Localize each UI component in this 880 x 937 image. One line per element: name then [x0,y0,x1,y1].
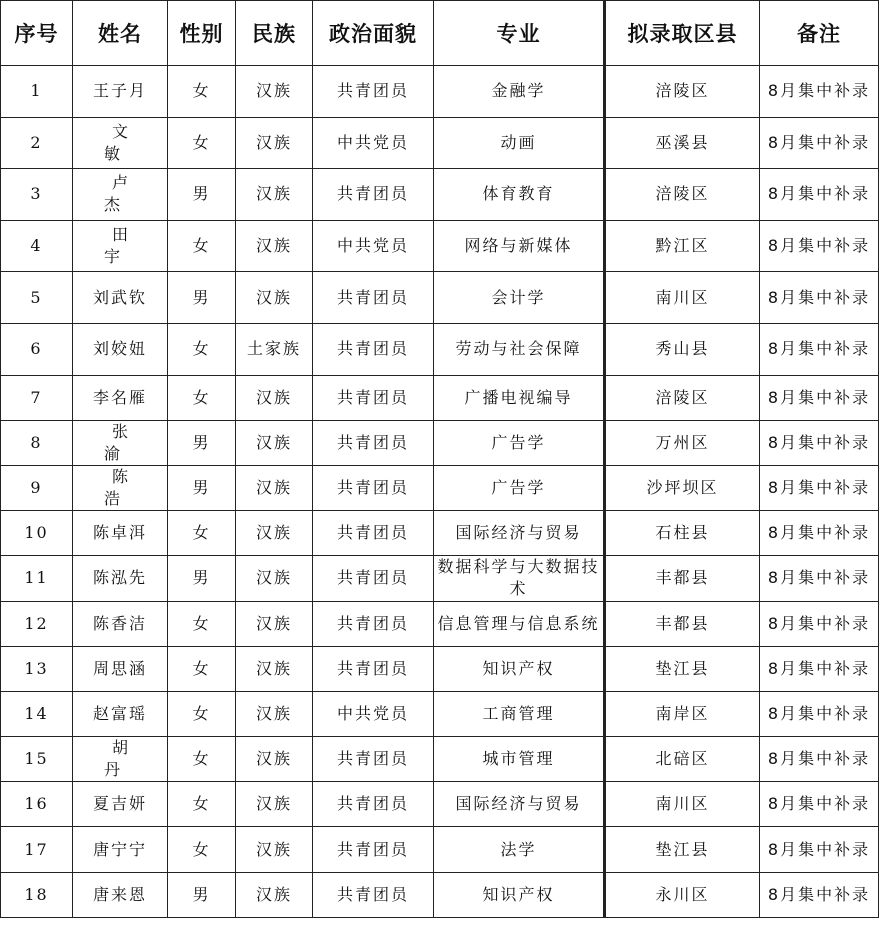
cell-major: 知识产权 [434,872,605,917]
header-ethnicity: 民族 [236,1,313,66]
cell-gender: 男 [168,465,236,510]
header-county: 拟录取区县 [605,1,760,66]
cell-index: 18 [1,872,73,917]
cell-political-status: 共青团员 [313,827,434,872]
cell-major: 广告学 [434,465,605,510]
cell-ethnicity: 汉族 [236,737,313,782]
cell-county: 南川区 [605,782,760,827]
cell-political-status: 共青团员 [313,420,434,465]
cell-ethnicity: 汉族 [236,465,313,510]
cell-county: 秀山县 [605,323,760,375]
cell-name: 卢 杰 [73,169,168,221]
cell-county: 万州区 [605,420,760,465]
cell-name: 陈卓洱 [73,511,168,556]
cell-index: 6 [1,323,73,375]
cell-index: 7 [1,375,73,420]
cell-major: 网络与新媒体 [434,220,605,272]
cell-index: 10 [1,511,73,556]
cell-political-status: 共青团员 [313,66,434,118]
cell-name: 李名雁 [73,375,168,420]
cell-ethnicity: 汉族 [236,272,313,324]
cell-ethnicity: 汉族 [236,420,313,465]
cell-gender: 女 [168,782,236,827]
cell-county: 垫江县 [605,827,760,872]
cell-major: 劳动与社会保障 [434,323,605,375]
cell-ethnicity: 汉族 [236,782,313,827]
table-row [1,375,879,420]
cell-gender: 女 [168,375,236,420]
cell-major: 数据科学与大数据技术 [434,556,605,601]
cell-name: 文 敏 [73,117,168,169]
cell-gender: 男 [168,169,236,221]
cell-name: 陈香洁 [73,601,168,646]
cell-major: 金融学 [434,66,605,118]
cell-political-status: 共青团员 [313,646,434,691]
cell-gender: 女 [168,511,236,556]
cell-note: 8月集中补录 [760,220,879,272]
cell-gender: 女 [168,66,236,118]
table-row [1,872,879,917]
cell-political-status: 共青团员 [313,737,434,782]
cell-note: 8月集中补录 [760,872,879,917]
cell-county: 北碚区 [605,737,760,782]
cell-county: 涪陵区 [605,375,760,420]
cell-county: 南岸区 [605,691,760,736]
cell-gender: 女 [168,117,236,169]
cell-political-status: 共青团员 [313,601,434,646]
cell-gender: 女 [168,827,236,872]
cell-gender: 男 [168,420,236,465]
header-name: 姓名 [73,1,168,66]
cell-note: 8月集中补录 [760,556,879,601]
cell-note: 8月集中补录 [760,827,879,872]
cell-name: 陈 浩 [73,465,168,510]
cell-name: 夏吉妍 [73,782,168,827]
cell-political-status: 共青团员 [313,169,434,221]
cell-note: 8月集中补录 [760,511,879,556]
table-row [1,465,879,510]
cell-gender: 女 [168,601,236,646]
cell-county: 丰都县 [605,556,760,601]
cell-gender: 女 [168,691,236,736]
cell-county: 涪陵区 [605,169,760,221]
cell-index: 2 [1,117,73,169]
cell-county: 涪陵区 [605,66,760,118]
cell-political-status: 共青团员 [313,511,434,556]
cell-major: 动画 [434,117,605,169]
cell-index: 17 [1,827,73,872]
cell-political-status: 共青团员 [313,782,434,827]
table-row [1,220,879,272]
cell-major: 信息管理与信息系统 [434,601,605,646]
cell-major: 知识产权 [434,646,605,691]
table-row [1,601,879,646]
cell-major: 广播电视编导 [434,375,605,420]
cell-index: 13 [1,646,73,691]
cell-name: 周思涵 [73,646,168,691]
cell-political-status: 共青团员 [313,465,434,510]
cell-ethnicity: 汉族 [236,691,313,736]
cell-ethnicity: 汉族 [236,646,313,691]
cell-index: 11 [1,556,73,601]
cell-name: 王子月 [73,66,168,118]
cell-name: 刘武钦 [73,272,168,324]
table-row [1,737,879,782]
cell-note: 8月集中补录 [760,737,879,782]
cell-note: 8月集中补录 [760,420,879,465]
cell-county: 黔江区 [605,220,760,272]
cell-note: 8月集中补录 [760,691,879,736]
cell-county: 巫溪县 [605,117,760,169]
cell-gender: 女 [168,323,236,375]
cell-note: 8月集中补录 [760,782,879,827]
cell-index: 16 [1,782,73,827]
header-index: 序号 [1,1,73,66]
cell-county: 丰都县 [605,601,760,646]
cell-major: 体育教育 [434,169,605,221]
cell-ethnicity: 汉族 [236,556,313,601]
cell-index: 8 [1,420,73,465]
table-row [1,117,879,169]
cell-major: 国际经济与贸易 [434,782,605,827]
cell-political-status: 共青团员 [313,375,434,420]
cell-name: 陈泓先 [73,556,168,601]
cell-county: 南川区 [605,272,760,324]
table-row [1,511,879,556]
cell-name: 张 渝 [73,420,168,465]
cell-gender: 女 [168,646,236,691]
cell-ethnicity: 土家族 [236,323,313,375]
cell-political-status: 共青团员 [313,323,434,375]
cell-note: 8月集中补录 [760,465,879,510]
cell-ethnicity: 汉族 [236,827,313,872]
cell-ethnicity: 汉族 [236,511,313,556]
cell-county: 永川区 [605,872,760,917]
cell-county: 沙坪坝区 [605,465,760,510]
cell-ethnicity: 汉族 [236,117,313,169]
cell-name: 刘姣妞 [73,323,168,375]
table-row [1,66,879,118]
cell-political-status: 中共党员 [313,117,434,169]
table-row [1,323,879,375]
cell-note: 8月集中补录 [760,601,879,646]
cell-ethnicity: 汉族 [236,872,313,917]
cell-note: 8月集中补录 [760,272,879,324]
cell-note: 8月集中补录 [760,169,879,221]
cell-note: 8月集中补录 [760,646,879,691]
cell-major: 国际经济与贸易 [434,511,605,556]
table-row [1,420,879,465]
cell-political-status: 共青团员 [313,272,434,324]
cell-name: 唐来恩 [73,872,168,917]
table-header-row [1,1,879,66]
cell-gender: 男 [168,272,236,324]
cell-county: 垫江县 [605,646,760,691]
table-row [1,691,879,736]
cell-political-status: 中共党员 [313,691,434,736]
cell-index: 9 [1,465,73,510]
header-political-status: 政治面貌 [313,1,434,66]
cell-gender: 女 [168,220,236,272]
cell-ethnicity: 汉族 [236,66,313,118]
table-row [1,827,879,872]
cell-political-status: 中共党员 [313,220,434,272]
cell-political-status: 共青团员 [313,556,434,601]
table-row [1,646,879,691]
cell-index: 3 [1,169,73,221]
cell-gender: 男 [168,872,236,917]
cell-major: 法学 [434,827,605,872]
cell-index: 1 [1,66,73,118]
cell-index: 5 [1,272,73,324]
cell-index: 14 [1,691,73,736]
cell-ethnicity: 汉族 [236,220,313,272]
header-gender: 性别 [168,1,236,66]
cell-ethnicity: 汉族 [236,169,313,221]
cell-gender: 女 [168,737,236,782]
cell-major: 城市管理 [434,737,605,782]
table-row [1,169,879,221]
header-note: 备注 [760,1,879,66]
cell-index: 15 [1,737,73,782]
cell-note: 8月集中补录 [760,323,879,375]
cell-major: 工商管理 [434,691,605,736]
table-row [1,556,879,601]
cell-county: 石柱县 [605,511,760,556]
cell-major: 广告学 [434,420,605,465]
header-major: 专业 [434,1,605,66]
cell-name: 田 宇 [73,220,168,272]
cell-note: 8月集中补录 [760,66,879,118]
cell-name: 唐宁宁 [73,827,168,872]
cell-gender: 男 [168,556,236,601]
cell-note: 8月集中补录 [760,375,879,420]
table-row [1,782,879,827]
cell-political-status: 共青团员 [313,872,434,917]
cell-major: 会计学 [434,272,605,324]
table-row [1,272,879,324]
cell-name: 胡 丹 [73,737,168,782]
cell-ethnicity: 汉族 [236,375,313,420]
cell-index: 4 [1,220,73,272]
cell-name: 赵富瑶 [73,691,168,736]
cell-note: 8月集中补录 [760,117,879,169]
cell-ethnicity: 汉族 [236,601,313,646]
cell-index: 12 [1,601,73,646]
